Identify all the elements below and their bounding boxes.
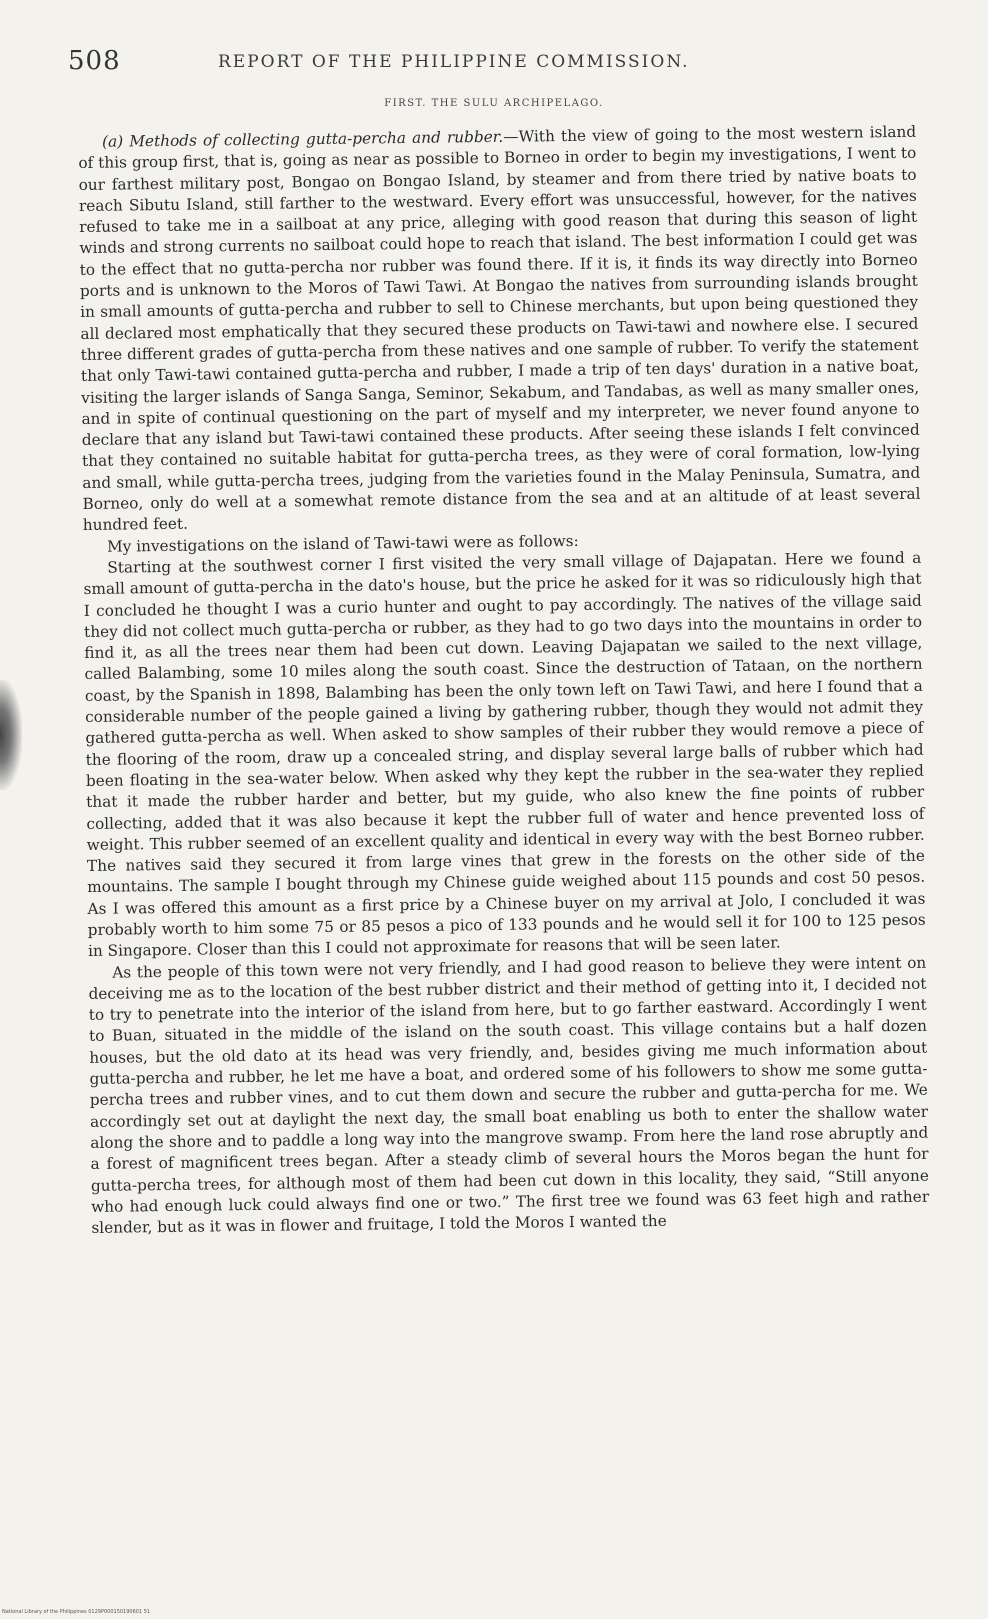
paragraph-text: Starting at the southwest corner I first visited the very small village of Dajapatan. Here we found a small amount of gutta-percha in the dato's house, but the price he asked for it was so ridiculously high that I concluded he thought I was a curio hunter and ought to pay accordingly. The natives of the village said they did not collect much gutta-percha or rubber, as they had to go two days into the mountains in order to find it, as all the trees near them had been cut down. Leaving Dajapatan we sailed to the next village, called Balambing, some 10 miles along the south coast. Since the destruction of Tataan, on the northern coast, by the Spanish in 1898, Balambing has been the only town left on Tawi Tawi, and here I found that a considerable number of the people gained a living by gathering rubber, though they would not admit they gathered gutta-percha as well. When asked to show samples of their rubber they would remove a piece of the flooring of the room, draw up a concealed string, and display several large balls of rubber which had been floating in the sea-water below. When asked why they kept the rubber in the sea-water they replied that it made the rubber harder and better, but my guide, who also knew the fine points of rubber collecting, added that it was also because it kept the rubber full of water and hence prevented loss of weight. This rubber seemed of an excellent quality and identical in every way with the best Borneo rubber. The natives said they secured it from large vines that grew in the forests on the other side of the mountains. The sample I bought through my Chinese guide weighed about 115 pounds and cost 50 pesos. As I was offered this amount as a first price by a Chinese buyer on my arrival at Jolo, I concluded it was probably worth to him some 75 or 85 pesos a pico of 133 pounds and he would sell it for 100 to 125 pesos in Singapore. Closer than this I could not approximate for reasons that will be seen later. <box>83 548 926 961</box>
running-head: REPORT OF THE PHILIPPINE COMMISSION. <box>218 52 690 72</box>
page-header <box>68 46 908 86</box>
page-edge-shadow <box>0 680 22 790</box>
body-text <box>78 122 934 1582</box>
paragraph <box>88 952 929 1239</box>
paragraph-lead: (a) Methods of collecting gutta-percha and rubber. <box>102 127 504 151</box>
paragraph <box>78 122 921 537</box>
page-number: 508 <box>68 46 121 76</box>
paragraph-text: My investigations on the island of Tawi-tawi were as follows: <box>106 531 579 556</box>
paragraph-text: —With the view of going to the most western island of this group first, that is, going as near as possible to Borneo in order to begin my investigations, I went to our farthest military post, Bongao on Bongao Island, by steamer and from there tried by native boats to reach Sibutu Island, still farther to the westward. Every effort was unsuccessful, however, for the natives refused to take me in a sailboat at any price, alleging with good reason that during this season of light winds and strong currents no sailboat could hope to reach that island. The best information I could get was to the effect that no gutta-percha nor rubber was found there. If it is, it finds its way directly into Borneo ports and is unknown to the Moros of Tawi Tawi. At Bongao the natives from surrounding islands brought in small amounts of gutta-percha and rubber to sell to Chinese merchants, but upon being questioned they all declared most emphatically that they secured these products on Tawi-tawi and nowhere else. I secured three different grades of gutta-percha from these natives and one sample of rubber. To verify the statement that only Tawi-tawi contained gutta-percha and rubber, I made a trip of ten days' duration in a native boat, visiting the larger islands of Sanga Sanga, Seminor, Sekabum, and Tandabas, as well as many smaller ones, and in spite of continual questioning on the part of myself and my interpreter, we never found anyone to declare that any island but Tawi-tawi contained these products. After seeing these islands I felt convinced that they contained no suitable habitat for gutta-percha trees, as they were of coral formation, low-lying and small, while gutta-percha trees, judging from the varieties found in the Malay Peninsula, Sumatra, and Borneo, only do well at a somewhat remote distance from the sea and at an altitude of at least several hundred feet. <box>78 122 921 535</box>
paragraph-text: As the people of this town were not very friendly, and I had good reason to believe they were intent on deceiving me as to the location of the best rubber district and their method of getting into it, I decided not to try to penetrate into the interior of the island from here, but to go farther eastward. Accordingly I went to Buan, situated in the middle of the island on the south coast. This village contains but a half dozen houses, but the old dato at its head was very friendly, and, besides giving me much information about gutta-percha and rubber, he let me have a boat, and ordered some of his followers to show me some gutta-percha trees and rubber vines, and to cut them down and secure the rubber and gutta-percha for me. We accordingly set out at daylight the next day, the small boat enabling us both to enter the shallow water along the shore and to paddle a long way into the mangrove swamp. From here the land rose abruptly and a forest of magnificent trees began. After a steady climb of several hours the Moros began the hunt for gutta-percha trees, for although most of them had been cut down in this locality, they said, “Still anyone who had enough luck could always find one or two.” The first tree we found was 63 feet high and rather slender, but as it was in flower and fruitage, I told the Moros I wanted the <box>88 953 930 1238</box>
paragraph <box>83 548 926 963</box>
scan-footer-note: National Library of the Philippines 0129P000150190601 51 <box>2 1609 151 1615</box>
section-heading: FIRST. THE SULU ARCHIPELAGO. <box>384 98 604 109</box>
